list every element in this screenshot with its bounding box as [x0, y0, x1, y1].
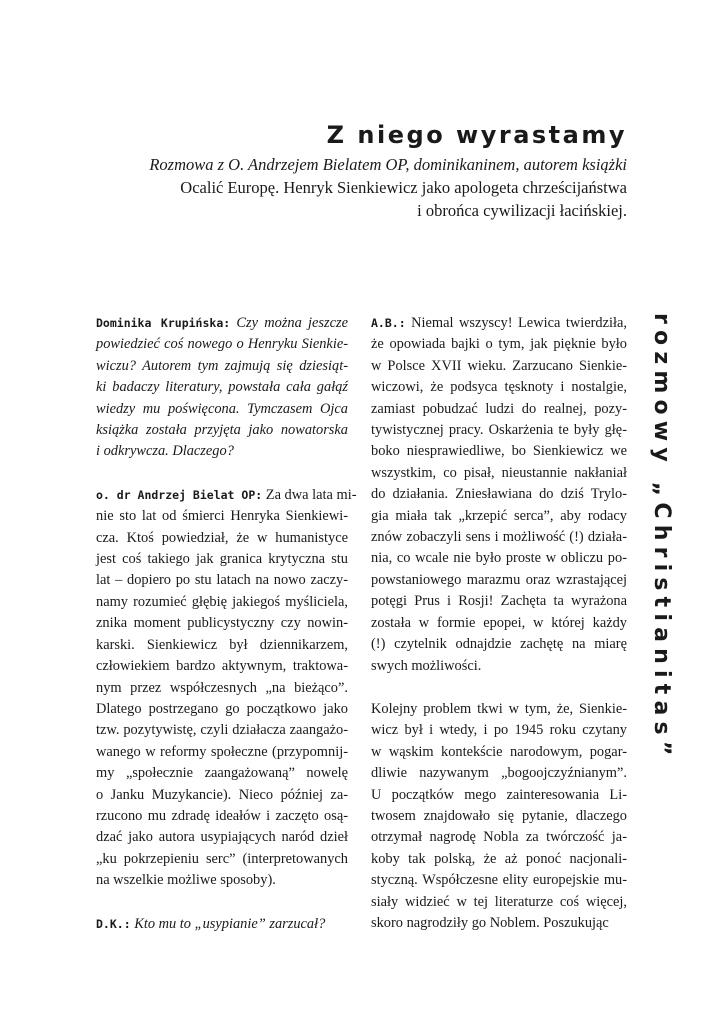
text-line — [371, 699, 627, 720]
line-text: do działania. Zniesławiana do dziś Trylo- — [371, 486, 627, 503]
paragraph — [96, 313, 348, 463]
text-line — [371, 420, 627, 441]
line-text: została w formie epopei, w której każdy — [371, 614, 627, 631]
line-text: książka została przyjęta jako nowatorska — [96, 422, 348, 439]
line-text: gia miała tak „krzepić serca”, aby rodacy — [371, 507, 627, 524]
line-text: otrzymał nagrodę Nobla za twórczość ja- — [371, 829, 627, 846]
line-text: wanego w reformy społeczne (przypomnij- — [96, 743, 348, 760]
line-text: dliwie nazywanym „bogoojczyźnianym”. — [371, 765, 627, 782]
text-line — [96, 827, 348, 848]
subtitle-segment: i obrońca cywilizacji łacińskiej. — [417, 201, 627, 220]
line-text: powiedzieć coś nowego o Henryku Sienkie- — [96, 336, 348, 353]
subtitle-segment: Ocalić Europę. Henryk Sienkiewicz jako apologeta chrześcijaństwa — [180, 178, 627, 197]
text-line — [96, 399, 348, 420]
text-line — [371, 548, 627, 569]
text-line — [371, 570, 627, 591]
line-text: znów zobaczyli sens i możliwość (!) działa- — [371, 529, 627, 546]
text-line — [96, 870, 348, 891]
text-line — [96, 570, 348, 591]
text-line — [371, 334, 627, 355]
text-line — [96, 656, 348, 677]
line-text: „ku pokrzepieniu serc” (interpretowanych — [96, 850, 348, 867]
line-text: wicz był i wtedy, i po 1945 roku czytany — [371, 722, 627, 739]
line-text: swych możliwości. — [371, 657, 482, 674]
text-line — [371, 441, 627, 462]
line-text: lat – dopiero po stu latach na nowo zaczy- — [96, 572, 348, 589]
line-text: twosem znajdowało się pytanie, dlaczego — [371, 807, 627, 824]
text-line — [371, 399, 627, 420]
line-text: dzać jako autora usypiających naród dzieł — [96, 829, 348, 846]
speaker-name: D.K.: — [96, 916, 131, 931]
line-text: o Janku Muzykancie). Nieco później za- — [96, 786, 348, 803]
paragraph — [96, 485, 357, 892]
text-line — [371, 484, 627, 505]
text-line — [371, 806, 627, 827]
line-text: wszystkim, co pisał, nieustannie nakłaniał — [371, 464, 627, 481]
line-text: znika moment publicystyczny czy nowin- — [96, 615, 348, 632]
text-line — [371, 849, 627, 870]
subtitle-line — [67, 199, 627, 222]
text-line — [96, 334, 348, 355]
text-line — [371, 377, 627, 398]
line-text: koby tak polską, że aż ponoć nacjonali- — [371, 850, 627, 867]
line-text: i odkrywcza. Dlaczego? — [96, 443, 234, 460]
line-text: na wszelkie możliwe sposoby). — [96, 872, 276, 889]
text-line — [96, 742, 348, 763]
line-text: jest coś takiego jak granica krytyczna stu — [96, 551, 348, 568]
text-line — [371, 356, 627, 377]
paragraph — [371, 313, 627, 677]
subtitle-segment: Rozmowa z O. Andrzejem Bielatem OP, dominikaninem, autorem książki — [149, 155, 627, 174]
text-line — [96, 806, 348, 827]
line-text: potęgi Prus i Rosji! Zachęta ta wyrażona — [371, 593, 627, 610]
text-line — [371, 913, 627, 934]
text-line — [371, 892, 627, 913]
text-line — [96, 678, 348, 699]
line-text: Czy można jeszcze — [236, 315, 348, 331]
line-text: zamiast pobudzać ludzi do realnej, pozy- — [371, 400, 627, 417]
text-line — [96, 592, 348, 613]
text-line — [96, 763, 348, 784]
text-line — [96, 356, 348, 377]
text-line — [96, 635, 348, 656]
line-text: wiczowi, że podsyca tęsknoty i nostalgie, — [371, 379, 627, 396]
line-text: Dlatego postrzegano go początkowo jako — [96, 700, 348, 717]
text-line — [96, 549, 348, 570]
article-subtitle — [67, 153, 627, 222]
line-text: nia, co wcale nie było proste w obliczu po- — [371, 550, 627, 567]
line-text: boko niesprawiedliwe, bo Sienkiewicz we — [371, 443, 627, 460]
line-text: wiedzy mu poświęcona. Tymczasem Ojca — [96, 400, 348, 417]
text-line — [371, 827, 627, 848]
line-text: powstaniowego marazmu oraz wzrastającej — [371, 571, 627, 588]
text-line — [371, 720, 627, 741]
text-line — [371, 527, 627, 548]
text-line — [371, 613, 627, 634]
text-line — [371, 463, 627, 484]
speaker-name: Dominika Krupińska: — [96, 316, 231, 330]
line-text: karski. Sienkiewicz był dziennikarzem, — [96, 636, 348, 653]
text-line — [371, 785, 627, 806]
text-line — [371, 870, 627, 891]
line-text: w wąskim kontekście narodowym, pogar- — [371, 743, 627, 760]
line-text: namy rozumieć głębię jakiegoś myśliciela, — [96, 593, 348, 610]
text-line — [96, 441, 348, 462]
text-line — [96, 420, 348, 441]
line-text: Kolejny problem tkwi w tym, że, Sienkie- — [371, 700, 627, 717]
text-line — [96, 785, 348, 806]
line-text: Kto mu to „usypianie” zarzucał? — [134, 915, 326, 932]
line-text: nie sto lat od śmierci Henryka Sienkiewi- — [96, 508, 348, 525]
line-text: Niemal wszyscy! Lewica twierdziła, — [411, 315, 627, 331]
text-line — [96, 377, 348, 398]
left-column — [96, 313, 357, 957]
text-line — [96, 613, 348, 634]
article-title: Z niego wyrastamy — [326, 121, 627, 149]
text-line — [96, 485, 357, 506]
text-line — [371, 591, 627, 612]
line-text: ki badaczy literatury, powstała cała gałąź — [96, 379, 348, 396]
line-text: U początków mego zainteresowania Li- — [371, 786, 627, 803]
text-line — [371, 506, 627, 527]
line-text: Za dwa lata mi- — [265, 486, 357, 503]
text-line — [96, 914, 348, 935]
text-line — [371, 634, 627, 655]
line-text: w Polsce XVII wieku. Zarzucano Sienkie- — [371, 357, 627, 374]
section-sidebar-label: rozmowy „Christianitas” — [649, 313, 674, 762]
line-text: nym przez współczesnych „na bieżąco”. — [96, 679, 348, 696]
line-text: my „społecznie zaangażowaną” nowelę — [96, 765, 348, 782]
line-text: człowiekiem bardzo aktywnym, traktowa- — [96, 658, 348, 675]
text-line — [96, 528, 348, 549]
speaker-name: A.B.: — [371, 316, 406, 330]
line-text: rzucono mu zdradę ideałów i zaczęto osą- — [96, 807, 348, 824]
line-text: (!) czytelnik odnajdzie zachętę na miarę — [371, 636, 627, 653]
text-line — [371, 763, 627, 784]
subtitle-line — [67, 153, 627, 176]
text-line — [96, 720, 348, 741]
text-line — [96, 506, 348, 527]
line-text: tywistycznej pracy. Oskarżenia te były głę- — [371, 422, 627, 439]
paragraph — [371, 699, 627, 934]
paragraph — [96, 914, 348, 935]
speaker-name: o. dr Andrzej Bielat OP: — [96, 487, 263, 502]
line-text: cza. Ktoś powiedział, że w humanistyce — [96, 529, 348, 546]
line-text: tzw. pozytywistę, czyli działacza zaangażo- — [96, 722, 348, 739]
right-column — [371, 313, 627, 956]
text-line — [371, 742, 627, 763]
line-text: siały widzieć w tej literaturze coś więcej, — [371, 893, 627, 910]
line-text: wiczu? Autorem tym zajmują się dziesiąt- — [96, 357, 348, 374]
text-line — [96, 699, 348, 720]
line-text: że opowiada bajki o tym, jak pięknie było — [371, 336, 627, 353]
line-text: skoro nagrodziły go Noblem. Poszukując — [371, 914, 609, 931]
text-line — [371, 656, 627, 677]
subtitle-line — [67, 176, 627, 199]
text-line — [371, 313, 627, 334]
text-line — [96, 849, 348, 870]
line-text: styczną. Współczesne elity europejskie mu- — [371, 872, 627, 889]
text-line — [96, 313, 348, 334]
